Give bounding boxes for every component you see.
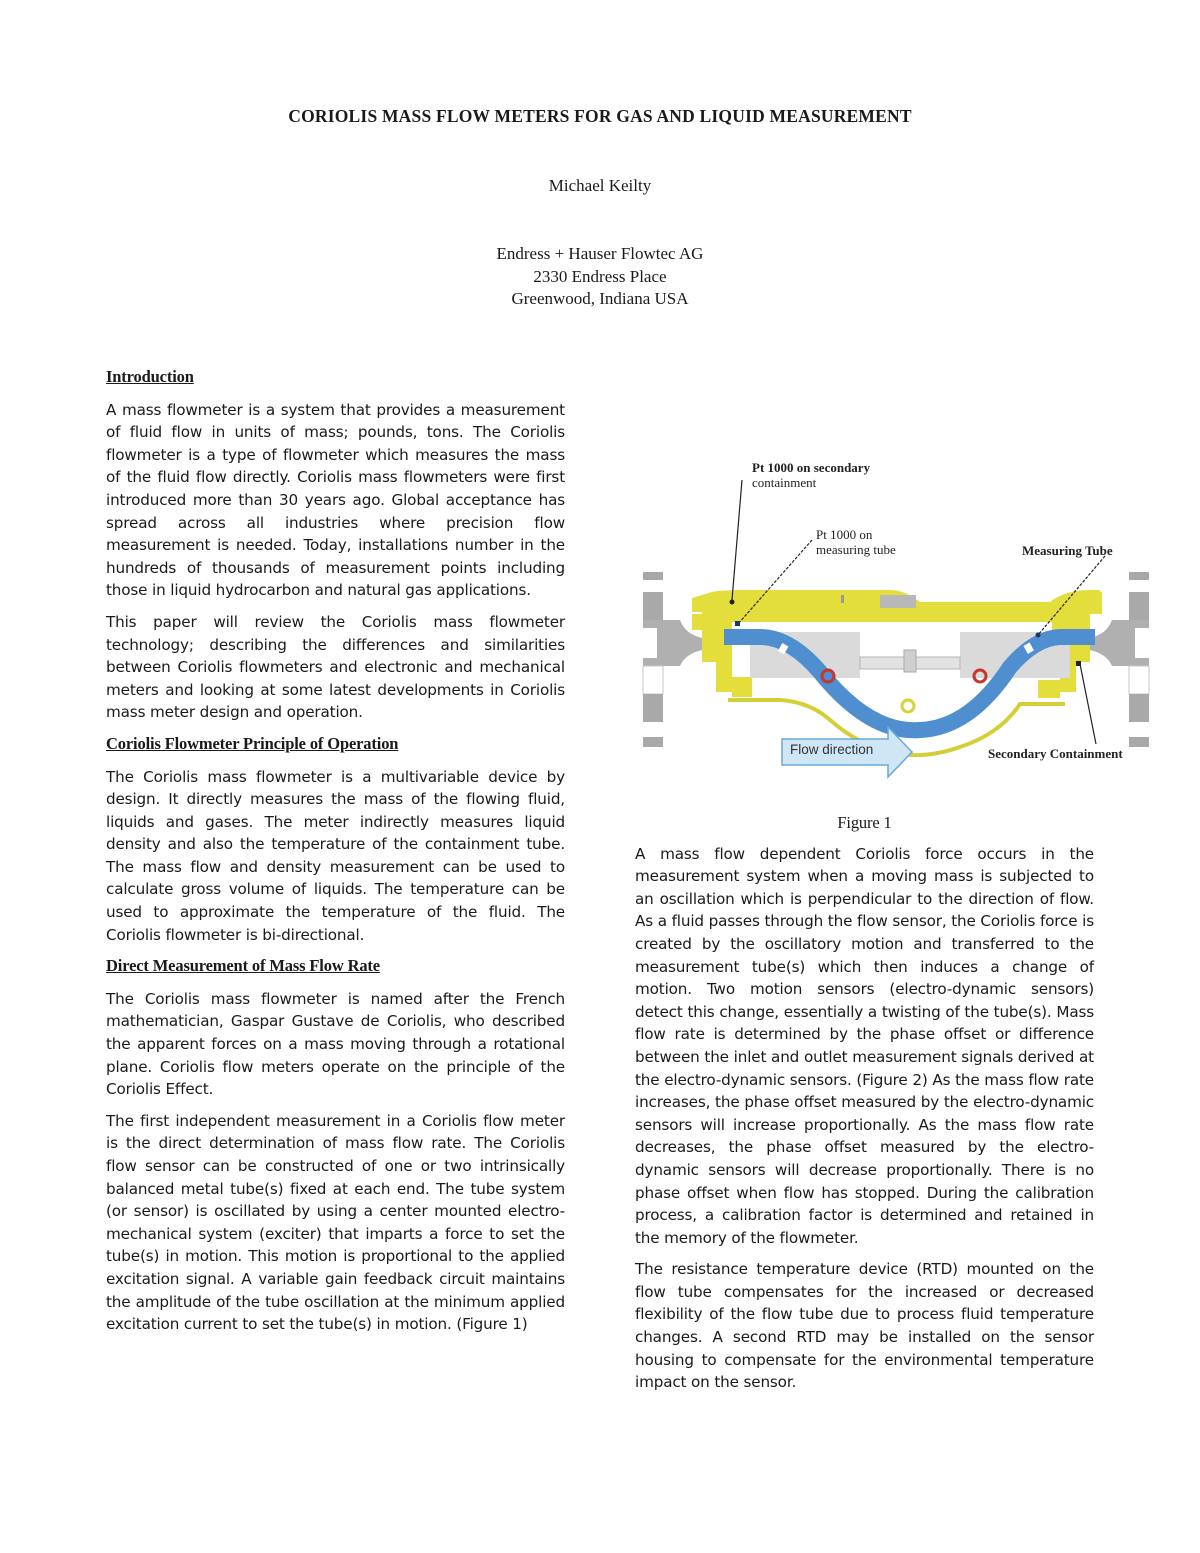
label-flow-direction: Flow direction <box>790 742 874 757</box>
affiliation-city: Greenwood, Indiana USA <box>511 289 689 308</box>
author-name: Michael Keilty <box>548 176 652 195</box>
affiliation <box>0 243 1200 311</box>
paper-title: CORIOLIS MASS FLOW METERS FOR GAS AND LIQUID MEASUREMENT <box>288 106 912 126</box>
paragraph: The Coriolis mass flowmeter is a multivariable device by design. It directly measures the mass of the flowing fluid, liquids and gases. The meter indirectly measures liquid density and also the temperature of the containment tube. The mass flow and density measurement can be used to calculate gross volume of liquids. The temperature can be used to approximate the temperature of the fluid. The Coriolis flowmeter is bi-directional. <box>106 767 565 944</box>
paragraph: A mass flowmeter is a system that provides a measurement of fluid flow in units of mass; pounds, tons. The Coriolis flowmeter is a type of flowmeter which measures the mass of the fluid flow directly. Coriolis mass flowmeters were first introduced more than 30 years ago. Global acceptance has spread across all industries where precision flow measurement is needed. Today, installations number in the hundreds of thousands of measurement points including those in liquid hydrocarbon and natural gas applications. <box>106 400 565 600</box>
figure-1-caption: Figure 1 <box>837 813 892 832</box>
figure-1-diagram <box>640 452 1152 782</box>
paragraph: The Coriolis mass flowmeter is named after the French mathematician, Gaspar Gustave de Coriolis, who described the apparent forces on a mass moving through a rotational plane. Coriolis flow meters operate on the principle of the Coriolis Effect. <box>106 989 565 1099</box>
label-line: containment <box>752 475 817 490</box>
label-pt1000-tube <box>816 527 896 557</box>
right-column <box>635 812 1094 1403</box>
paragraph: The resistance temperature device (RTD) mounted on the flow tube compensates for the increased or decreased flexibility of the flow tube due to process fluid temperature changes. A second RTD may be installed on the sensor housing to compensate for the environmental temperature impact on the sensor. <box>635 1260 1094 1392</box>
exciter <box>902 700 914 712</box>
section-heading-introduction: Introduction <box>106 367 194 386</box>
section-heading-principle: Coriolis Flowmeter Principle of Operation <box>106 733 399 753</box>
label-line: measuring tube <box>816 542 896 557</box>
section-heading-direct-measurement: Direct Measurement of Mass Flow Rate <box>106 956 380 976</box>
paragraph: A mass flow dependent Coriolis force occurs in the measurement system when a moving mass is subjected to an oscillation which is perpendicular to the direction of flow. As a fluid passes through the flow sensor, the Coriolis force is created by the oscillatory motion and transferred to the measurement tube(s) which then induces a change of motion. Two motion sensors (electro-dynamic sensors) detect this change, essentially a twisting of the tube(s). Mass flow rate is determined by the phase offset or difference between the inlet and outlet measurement signals derived at the electro-dynamic sensors. (Figure 2) As the mass flow rate increases, the phase offset measured by the electro-dynamic sensors will increase proportionally. As the mass flow rate decreases, the phase offset measured by the electro-dynamic sensors will decrease proportionally. There is no phase offset when flow has stopped. During the calibration process, a calibration factor is determined and retained in the memory of the flowmeter. <box>635 844 1094 1247</box>
coriolis-sensor-diagram <box>640 452 1152 782</box>
label-measuring-tube: Measuring Tube <box>1022 543 1113 558</box>
paragraph: This paper will review the Coriolis mass flowmeter technology; describing the differences and similarities between Coriolis flowmeters and electronic and mechanical meters and looking at some latest developments in Coriolis mass meter design and operation. <box>106 612 565 722</box>
affiliation-street: 2330 Endress Place <box>533 266 667 286</box>
label-secondary-containment: Secondary Containment <box>988 746 1123 761</box>
label-line: Pt 1000 on secondary <box>752 460 871 475</box>
paragraph: The first independent measurement in a Coriolis flow meter is the direct determination of mass flow rate. The Coriolis flow sensor can be constructed of one or two intrinsically balanced metal tube(s) fixed at each end. The tube system (or sensor) is oscillated by using a center mounted electro-mechanical system (exciter) that imparts a force to set the tube(s) in motion. This motion is proportional to the applied excitation signal. A variable gain feedback circuit maintains the amplitude of the tube oscillation at the minimum applied excitation current to set the tube(s) in motion. (Figure 1) <box>106 1111 565 1334</box>
label-pt1000-secondary <box>752 460 870 490</box>
left-column <box>106 366 565 1345</box>
label-line: Pt 1000 on <box>816 527 873 542</box>
affiliation-org: Endress + Hauser Flowtec AG <box>496 244 704 263</box>
